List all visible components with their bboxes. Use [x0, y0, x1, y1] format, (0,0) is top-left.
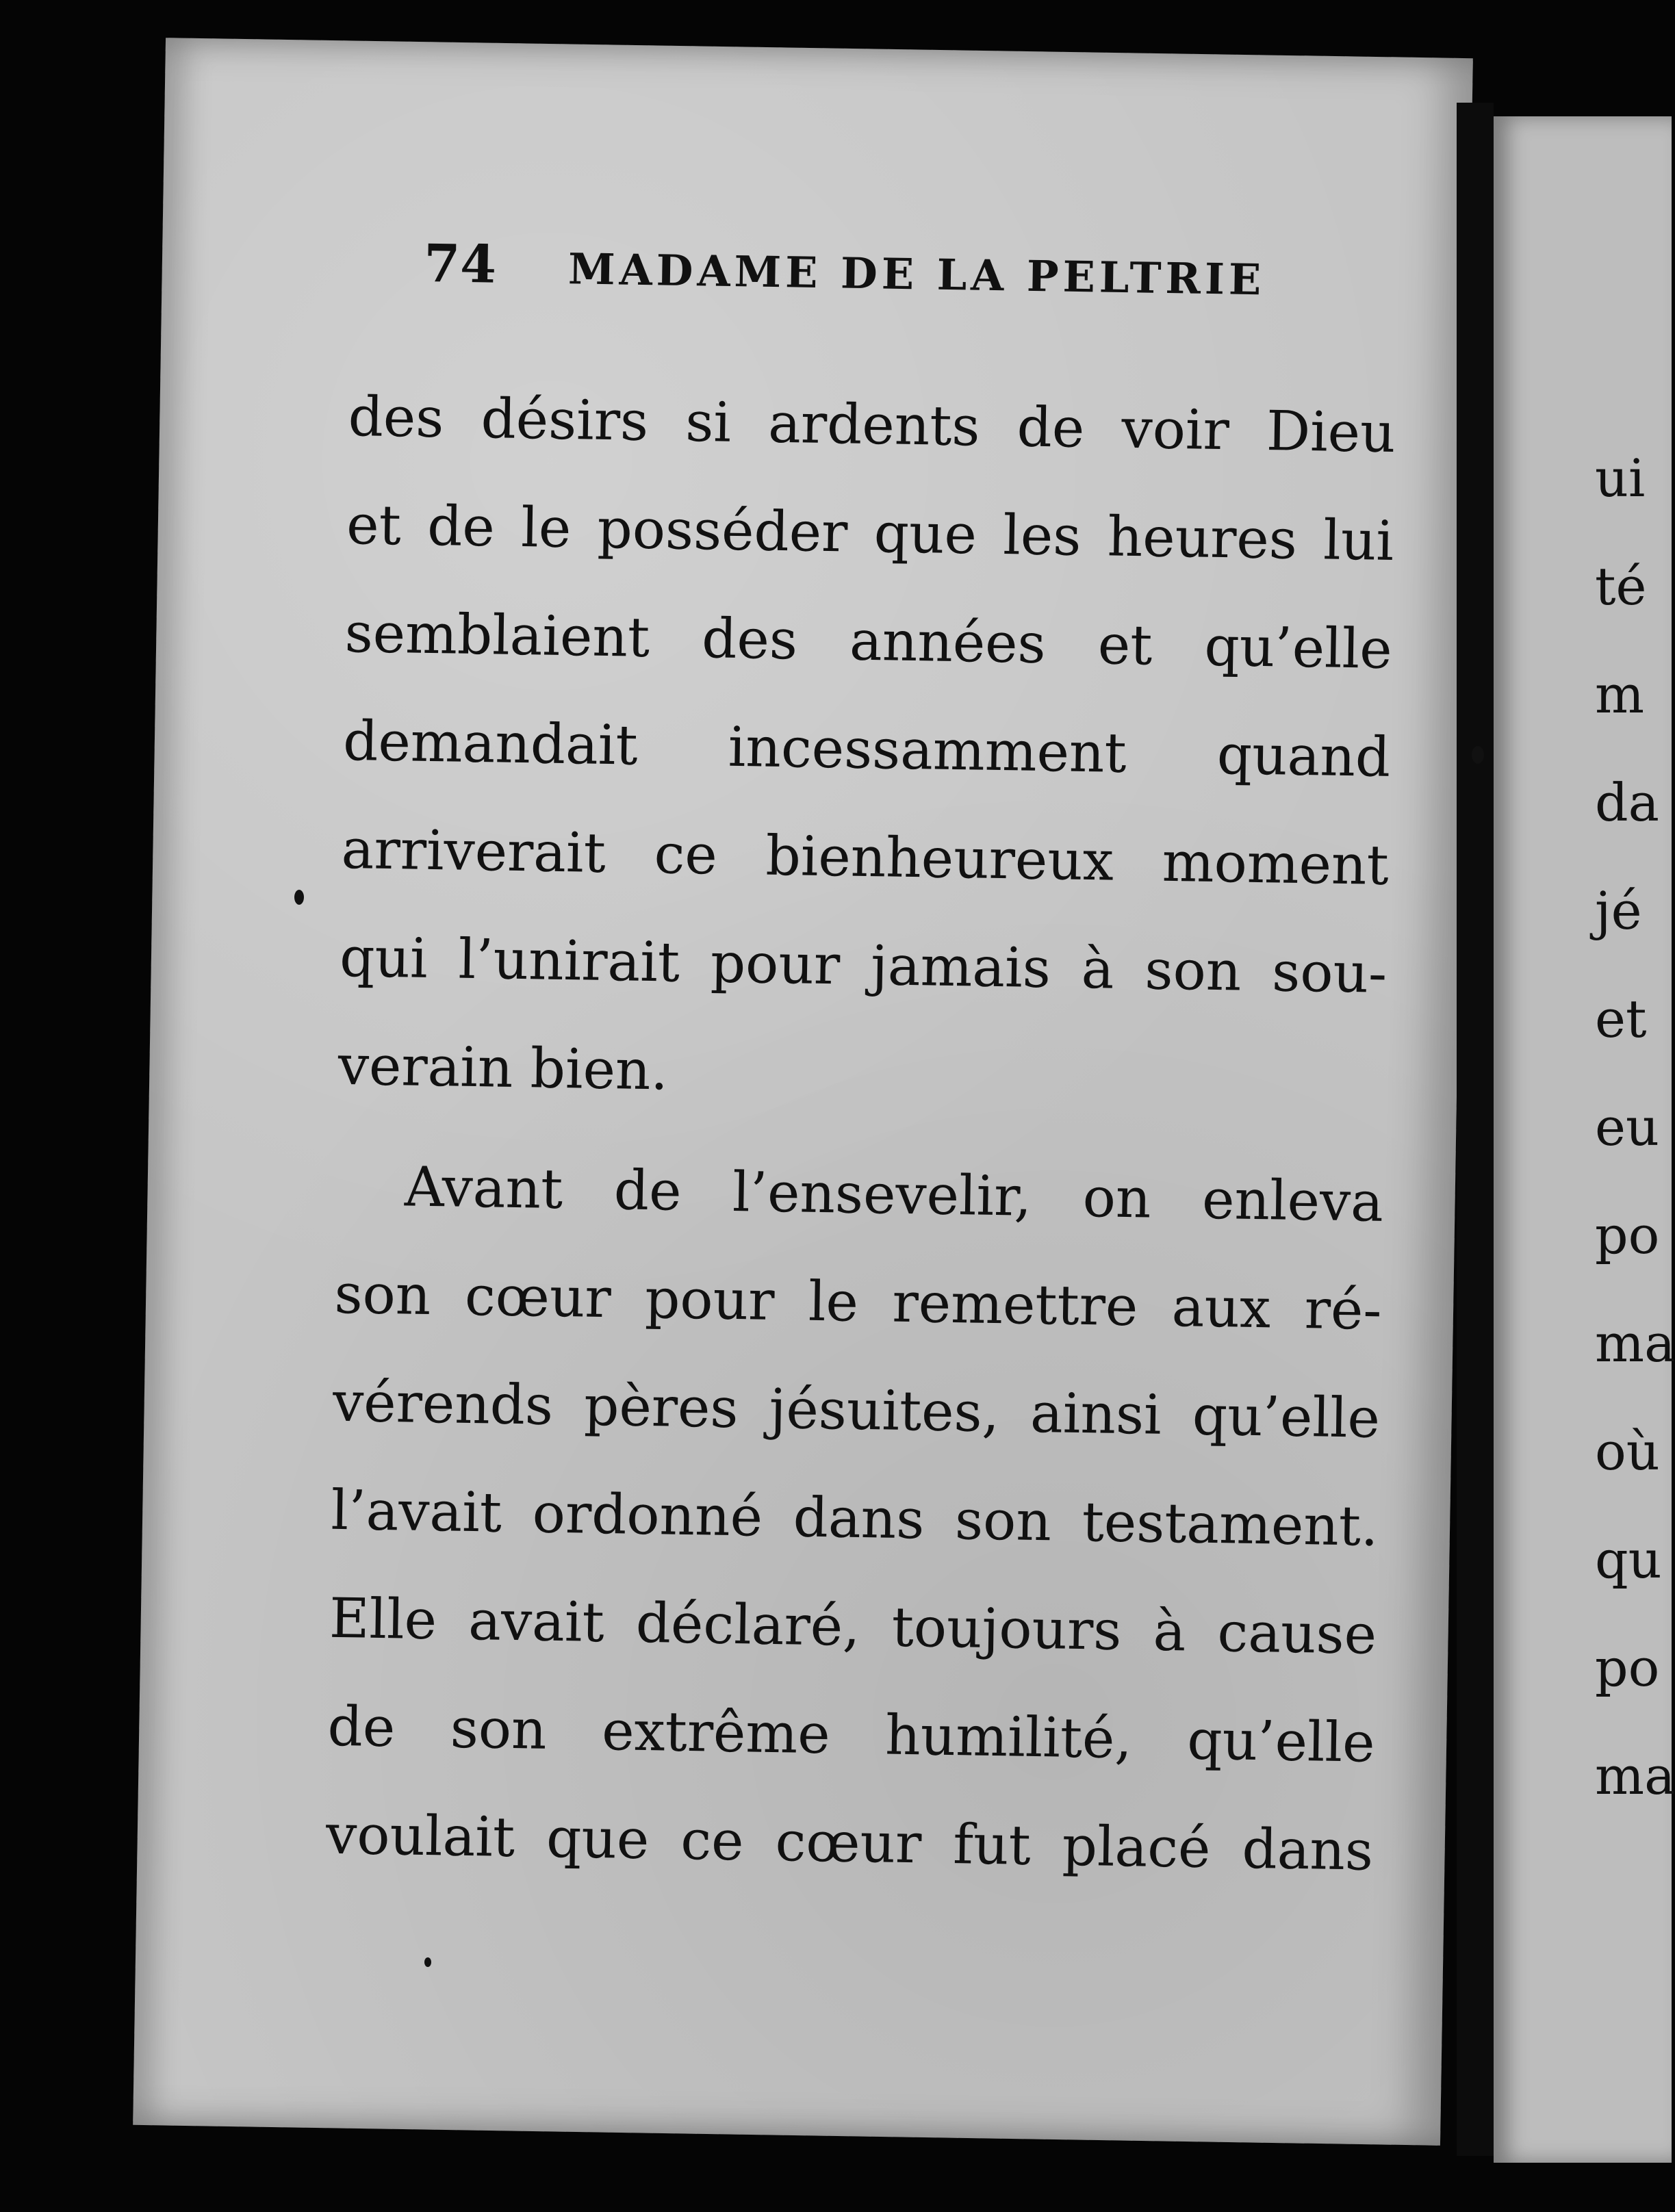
word: que: [873, 501, 977, 567]
word: déclaré,: [635, 1591, 861, 1658]
word: on: [1082, 1165, 1152, 1231]
word: de: [613, 1158, 682, 1223]
word: qui: [339, 925, 429, 990]
word: voulait: [325, 1802, 515, 1870]
word: testament.: [1082, 1490, 1379, 1558]
word: son: [333, 1261, 432, 1328]
word: l’avait: [330, 1478, 502, 1545]
text-line: [337, 1012, 1386, 1136]
word: sou-: [1271, 940, 1388, 1005]
word: le: [808, 1269, 859, 1334]
running-head: [423, 233, 1266, 307]
word: que: [546, 1805, 650, 1872]
text-line: [327, 1673, 1375, 1797]
facing-fragment: po: [1595, 1637, 1660, 1698]
word: extrême: [601, 1699, 831, 1766]
text-line: [325, 1781, 1374, 1905]
word: posséder: [597, 496, 849, 565]
text-line: [341, 795, 1390, 920]
word: de: [327, 1694, 396, 1760]
text-line: [342, 687, 1391, 812]
word: incessamment: [728, 715, 1127, 785]
word: enleva: [1201, 1167, 1384, 1234]
text-line: [330, 1456, 1379, 1581]
word: Dieu: [1266, 399, 1396, 465]
word: si: [685, 389, 732, 454]
word: Avant: [404, 1155, 563, 1222]
word: bienheureux: [765, 823, 1114, 893]
word: quand: [1216, 722, 1391, 789]
facing-fragment: eu: [1595, 1096, 1659, 1157]
word: toujours: [891, 1595, 1123, 1662]
word: ce: [653, 822, 718, 887]
facing-fragment: ma: [1595, 1313, 1675, 1374]
word: cœur: [774, 1810, 923, 1876]
word: et: [1097, 613, 1153, 678]
facing-page-text: [1595, 424, 1675, 1830]
word: le: [520, 495, 572, 561]
facing-fragment: ma: [1595, 1745, 1675, 1806]
word: désirs: [480, 387, 649, 453]
word: demandait: [342, 708, 639, 777]
word: pour: [710, 931, 841, 997]
word: qu’elle: [1203, 614, 1393, 681]
facing-fragment: jé: [1595, 880, 1642, 941]
word: à: [1081, 936, 1115, 1001]
word: lui: [1322, 508, 1394, 573]
word: fut: [952, 1812, 1032, 1877]
word: pères: [583, 1374, 739, 1441]
word: aux: [1171, 1275, 1271, 1341]
word: l’unirait: [457, 927, 680, 994]
word: remettre: [891, 1270, 1138, 1339]
word: son: [450, 1696, 548, 1762]
line-text: verain bien.: [337, 1033, 669, 1103]
text-line: [329, 1565, 1377, 1689]
word: jésuites,: [768, 1376, 1000, 1445]
word: des: [348, 384, 445, 450]
book-gutter: [1457, 103, 1494, 2156]
word: humilité,: [884, 1703, 1133, 1771]
word: semblaient: [344, 600, 650, 669]
word: ainsi: [1030, 1380, 1162, 1447]
word: des: [701, 606, 798, 672]
word: voir: [1121, 396, 1230, 463]
word: son: [954, 1488, 1052, 1554]
word: de: [426, 493, 496, 559]
body-text: [325, 363, 1396, 1905]
text-line: [344, 579, 1393, 704]
word: jamais: [870, 934, 1051, 1001]
facing-fragment: m: [1595, 664, 1645, 725]
facing-fragment: té: [1595, 556, 1647, 617]
text-line: [346, 471, 1394, 595]
facing-fragment: da: [1595, 772, 1659, 833]
word: ré-: [1304, 1277, 1383, 1342]
facing-fragment: où: [1595, 1421, 1660, 1482]
word: vérends: [332, 1369, 554, 1437]
word: heures: [1107, 504, 1298, 571]
word: cœur: [464, 1263, 612, 1330]
facing-fragment: qu: [1595, 1529, 1662, 1590]
word: pour: [644, 1266, 776, 1333]
word: ordonné: [532, 1481, 763, 1549]
word: les: [1002, 503, 1082, 568]
word: arriverait: [341, 816, 606, 885]
word: qu’elle: [1186, 1708, 1376, 1775]
word: moment: [1162, 830, 1390, 897]
word: de: [1016, 395, 1086, 460]
word: ce: [680, 1808, 745, 1873]
page-number: 74: [423, 233, 497, 295]
ink-speck: [1472, 746, 1484, 764]
word: ardents: [767, 391, 981, 459]
facing-fragment: ui: [1595, 448, 1646, 509]
ink-speck: [424, 1957, 431, 1967]
word: avait: [468, 1588, 605, 1655]
word: dans: [1241, 1816, 1374, 1883]
text-line: [339, 903, 1388, 1028]
text-line: [348, 363, 1396, 487]
word: années: [849, 608, 1047, 676]
word: cause: [1216, 1600, 1377, 1667]
word: et: [346, 492, 402, 558]
facing-fragment: et: [1595, 988, 1647, 1049]
word: qu’elle: [1192, 1383, 1381, 1450]
text-line: [333, 1240, 1382, 1365]
word: dans: [793, 1485, 925, 1552]
ink-speck: [294, 890, 304, 905]
word: son: [1144, 938, 1242, 1003]
text-line: [335, 1132, 1384, 1257]
word: l’ensevelir,: [732, 1159, 1032, 1229]
word: Elle: [329, 1586, 437, 1652]
facing-fragment: po: [1595, 1205, 1660, 1265]
text-line: [332, 1348, 1381, 1473]
word: placé: [1062, 1814, 1212, 1881]
running-head-title: MADAME DE LA PELTRIE: [567, 244, 1266, 305]
word: à: [1152, 1599, 1187, 1664]
